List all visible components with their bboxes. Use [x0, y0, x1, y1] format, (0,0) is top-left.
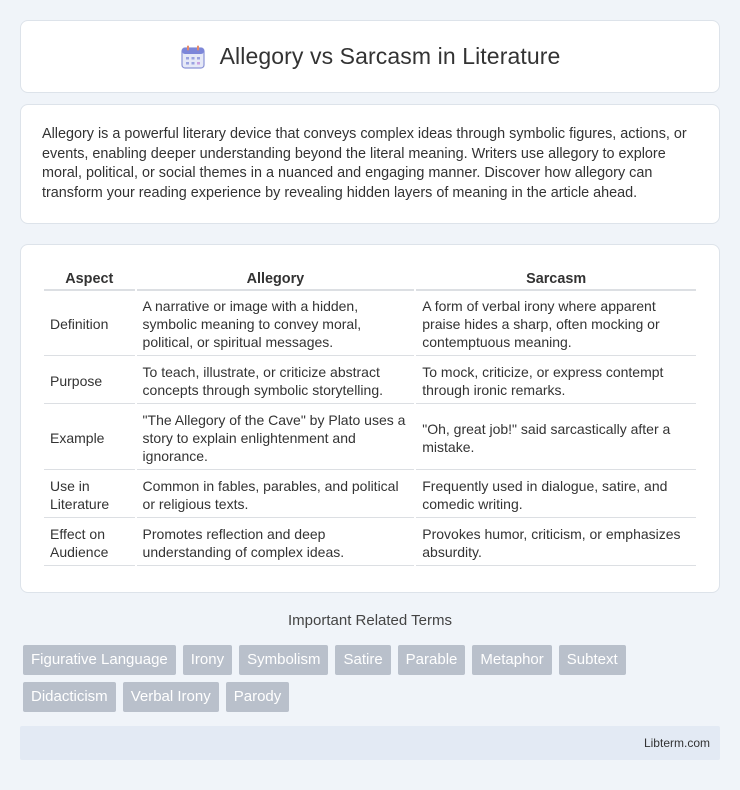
- table-row: [44, 472, 696, 518]
- cell-aspect: Purpose: [44, 358, 135, 404]
- footer-link[interactable]: Libterm.com: [643, 736, 710, 750]
- table-header-row: [44, 267, 696, 291]
- cell-sarcasm: A form of verbal irony where apparent praise hides a sharp, often mocking or contemptuous meaning.: [416, 293, 696, 356]
- tag-irony[interactable]: Irony: [183, 645, 232, 675]
- tag-parable[interactable]: Parable: [398, 645, 466, 675]
- intro-paragraph: Allegory is a powerful literary device that conveys complex ideas through symbolic figures, actions, or events, enabling deeper understanding beyond the literal meaning. Writers use allegory to explore moral, political, or social themes in a nuanced and engaging manner. Discover how allegory can transform your reading experience by revealing hidden layers of meaning in the article ahead.: [42, 126, 687, 201]
- header-card: [20, 20, 720, 93]
- tag-didacticism[interactable]: Didacticism: [23, 682, 116, 712]
- table-row: [44, 520, 696, 566]
- cell-allegory: A narrative or image with a hidden, symbolic meaning to convey moral, political, or spiritual messages.: [137, 293, 415, 356]
- header-aspect: Aspect: [44, 267, 135, 291]
- title-wrap: [180, 43, 561, 70]
- cell-allegory: To teach, illustrate, or criticize abstract concepts through symbolic storytelling.: [137, 358, 415, 404]
- tag-parody[interactable]: Parody: [226, 682, 290, 712]
- cell-sarcasm: To mock, criticize, or express contempt through ironic remarks.: [416, 358, 696, 404]
- cell-aspect: Effect on Audience: [44, 520, 135, 566]
- tag-satire[interactable]: Satire: [335, 645, 390, 675]
- table-row: [44, 293, 696, 356]
- intro-card: [20, 104, 720, 224]
- cell-allegory: Promotes reflection and deep understanding of complex ideas.: [137, 520, 415, 566]
- tag-metaphor[interactable]: Metaphor: [472, 645, 551, 675]
- cell-sarcasm: Provokes humor, criticism, or emphasizes absurdity.: [416, 520, 696, 566]
- related-terms-title: Important Related Terms: [288, 612, 452, 629]
- cell-sarcasm: Frequently used in dialogue, satire, and comedic writing.: [416, 472, 696, 518]
- table-row: [44, 358, 696, 404]
- calendar-icon: [180, 44, 206, 70]
- cell-allegory: Common in fables, parables, and political or religious texts.: [137, 472, 415, 518]
- footer: [20, 726, 720, 760]
- page-title: Allegory vs Sarcasm in Literature: [219, 43, 561, 69]
- tag-verbal-irony[interactable]: Verbal Irony: [123, 682, 219, 712]
- related-tags: [23, 645, 723, 712]
- cell-allegory: "The Allegory of the Cave" by Plato uses a story to explain enlightenment and ignorance.: [137, 406, 415, 470]
- table-row: [44, 406, 696, 470]
- comparison-table: [42, 265, 698, 568]
- tag-symbolism[interactable]: Symbolism: [239, 645, 328, 675]
- cell-aspect: Example: [44, 406, 135, 470]
- tag-figurative-language[interactable]: Figurative Language: [23, 645, 176, 675]
- cell-aspect: Definition: [44, 293, 135, 356]
- header-sarcasm: Sarcasm: [416, 267, 696, 291]
- comparison-card: [20, 244, 720, 593]
- tag-subtext[interactable]: Subtext: [559, 645, 626, 675]
- header-allegory: Allegory: [137, 267, 415, 291]
- cell-sarcasm: "Oh, great job!" said sarcastically after a mistake.: [416, 406, 696, 470]
- cell-aspect: Use in Literature: [44, 472, 135, 518]
